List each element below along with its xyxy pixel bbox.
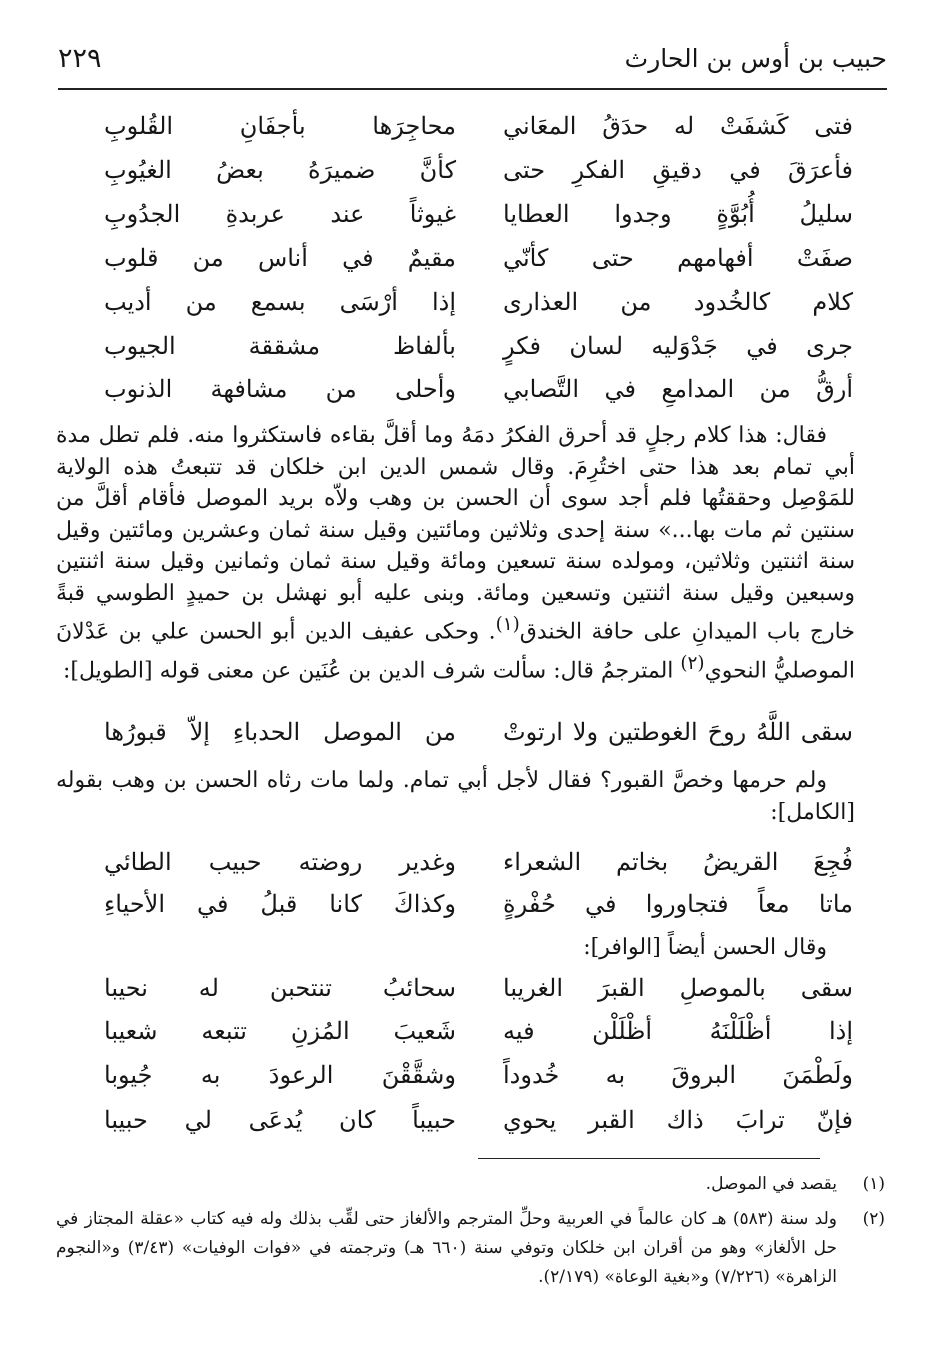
verse-second-hemistich: غيوثاً عند عربدةِ الجدُوبِ: [104, 200, 456, 228]
verse-first-hemistich: جرى في جَدْوَليه لسان فكرٍ: [503, 332, 853, 360]
verse-first-hemistich: إذا أظْلَلْنَهُ أظْلَلْن فيه: [503, 1017, 853, 1045]
verse-line: [104, 148, 853, 192]
footnote-number: (١): [862, 1174, 885, 1194]
verse-first-hemistich: ماتا معاً فتجاوروا في حُفْرةٍ: [503, 890, 853, 918]
verse-second-hemistich: بألفاظ مشققة الجيوب: [104, 332, 456, 360]
verse-second-hemistich: وشقَّقْنَ الرعودَ به جُيوبا: [104, 1061, 456, 1089]
verse-second-hemistich: وكذاكَ كانا قبلُ في الأحياءِ: [104, 890, 456, 918]
running-title: حبيب بن أوس بن الحارث: [624, 44, 887, 73]
verse-line: [104, 104, 853, 148]
footnote-divider: [478, 1158, 820, 1159]
verse-first-hemistich: فإنّ ترابَ ذاك القبر يحوي: [503, 1106, 853, 1134]
verse-second-hemistich: من الموصل الحدباءِ إلاّ قبورُها: [104, 718, 456, 746]
verse-line: [104, 324, 853, 368]
footnote-number: (٢): [862, 1209, 885, 1229]
paragraph-text: ولم حرمها وخصَّ القبور؟ فقال لأجل أبي تمام. ولما مات رثاه الحسن بن وهب بقوله [الكامل]:: [56, 768, 855, 825]
footnote: [56, 1205, 885, 1292]
verse-second-hemistich: شَعيبَ المُزنِ تتبعه شعيبا: [104, 1017, 456, 1045]
verse-second-hemistich: إذا أرْسَى بسمع من أديب: [104, 288, 456, 316]
prose-paragraph: [56, 932, 855, 964]
verse-second-hemistich: سحائبُ تنتحبن له نحيبا: [104, 974, 456, 1002]
verse-first-hemistich: كلام كالخُدود من العذارى: [503, 288, 853, 316]
verse-line: [104, 280, 853, 324]
verse-line: [104, 840, 853, 884]
verse-first-hemistich: فأعرَقَ في دقيقِ الفكرِ حتى: [503, 156, 853, 184]
verse-second-hemistich: محاجِرَها بأجفَانِ القُلوبِ: [104, 112, 456, 140]
paragraph-text: المترجمُ قال: سألت شرف الدين بن عُنَين عن معنى قوله [الطويل]:: [63, 658, 681, 684]
verse-line: [104, 882, 853, 926]
paragraph-text: فقال: هذا كلام رجلٍ قد أحرق الفكرُ دمَهُ وما أقلَّ بقاءه فاستكثروا منه. فلم تطل مدة أبي تمام بعد هذا حتى اختُرِمَ. وقال شمس الدين ابن خلكان قد تتبعتُ هذه الولاية للمَوْصِل وحققتُها فلم أجد سوى أن الحسن بن وهب ولاّه بريد الموصل فأقام أقلَّ من سنتين ثم مات بها...» سنة إحدى وثلاثين ومائتين وقيل سنة ثمان وعشرين ومائتين وقيل سنة اثنتين وثلاثين، ومولده سنة تسعين ومائة وقيل سنة ثمان وثمانين وقيل سنة اثنتين وسبعين وقيل سنة اثنتين وتسعين ومائة. وبنى عليه أبو نهشل بن حميدٍ الطوسي قبةً خارج باب الميدانِ على حافة الخندق: [56, 423, 855, 645]
verse-first-hemistich: أرقُّ من المدامعِ في التَّصابي: [503, 375, 853, 403]
running-header: [58, 38, 887, 80]
verse-second-hemistich: كأنَّ ضميرَهُ بعضُ الغيُوبِ: [104, 156, 456, 184]
verse-first-hemistich: ولَطْمَنَ البروقَ به خُدوداً: [503, 1061, 853, 1089]
verse-line: [104, 1009, 853, 1053]
verse-line: [104, 1098, 853, 1142]
page-number: ٢٢٩: [58, 43, 102, 74]
verse-first-hemistich: سليلُ أُبُوَّةٍ وجدوا العطايا: [503, 200, 853, 228]
footnote-ref: (١): [495, 614, 520, 635]
header-divider: [58, 88, 887, 90]
verse-second-hemistich: وغدير روضته حبيب الطائي: [104, 848, 456, 876]
footnote-text: ولد سنة (٥٨٣) هـ كان عالماً في العربية وحلِّ المترجم والألغاز حتى لقِّب بذلك وله فيه كتاب «عقلة المجتاز في حل الألغاز» وهو من أقران ابن خلكان وتوفي سنة (٦٦٠ هـ) وترجمته في «فوات الوفيات» (٣/٤٣) و«النجوم الزاهرة» (٧/٢٢٦) و«بغية الوعاة» (٢/١٧٩).: [56, 1209, 837, 1287]
verse-first-hemistich: صفَتْ أفهامهم حتى كأنّي: [503, 244, 853, 272]
verse-line: [104, 192, 853, 236]
verse-second-hemistich: وأحلى من مشافهة الذنوب: [104, 375, 456, 403]
verse-line: [104, 236, 853, 280]
verse-first-hemistich: سقى بالموصلِ القبرَ الغريبا: [503, 974, 853, 1002]
verse-line: [104, 1053, 853, 1097]
footnote-ref: (٢): [680, 652, 705, 674]
verse-line: [104, 367, 853, 411]
verse-second-hemistich: مقيمٌ في أناس من قلوب: [104, 244, 456, 272]
verse-first-hemistich: سقى اللَّهُ روحَ الغوطتين ولا ارتوتْ: [503, 718, 853, 746]
prose-paragraph: [56, 765, 855, 828]
paragraph-text: وقال الحسن أيضاً [الوافر]:: [583, 935, 827, 960]
footnotes: [56, 1170, 885, 1292]
verse-first-hemistich: فتى كَشفَتْ له حدَقُ المعَاني: [503, 112, 853, 140]
prose-paragraph: [56, 420, 855, 687]
paragraph-text: . وحكى عفيف الدين أبو الحسن علي بن عَدْلانَ الموصليُّ النحوي: [56, 619, 855, 684]
verse-line: [104, 710, 853, 754]
verse-first-hemistich: فُجِعَ القريضُ بخاتم الشعراء: [503, 848, 853, 876]
verse-line: [104, 966, 853, 1010]
footnote: [56, 1170, 885, 1199]
verse-second-hemistich: حبيباً كان يُدعَى لي حبيبا: [104, 1106, 456, 1134]
footnote-text: يقصد في الموصل.: [705, 1174, 837, 1194]
